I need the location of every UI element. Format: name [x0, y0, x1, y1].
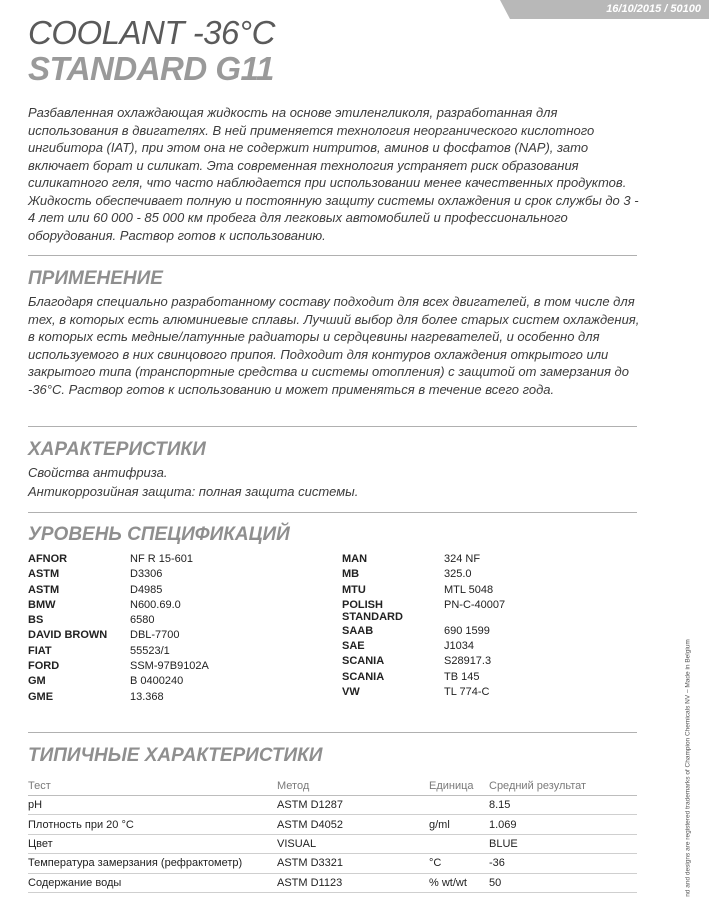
- spec-key: AFNOR: [28, 553, 68, 565]
- spec-key: FIAT: [28, 644, 52, 657]
- divider: [28, 426, 637, 427]
- table-cell: Цвет: [28, 834, 277, 853]
- table-cell: ASTM D3321: [277, 854, 429, 873]
- column-header: Тест: [28, 777, 277, 796]
- spec-row: [28, 599, 328, 614]
- table-row: [28, 796, 637, 815]
- spec-key: BMW: [28, 598, 56, 611]
- spec-key: SCANIA: [342, 670, 385, 683]
- spec-row: [28, 660, 328, 675]
- divider: [28, 255, 637, 256]
- table-cell: BLUE: [489, 834, 637, 853]
- spec-key-line1: POLISH: [342, 598, 383, 611]
- table-cell: g/ml: [429, 815, 489, 834]
- spec-list-left: [28, 553, 328, 706]
- spec-key: MB: [342, 568, 360, 581]
- spec-key: ASTM: [28, 583, 60, 596]
- spec-row: [342, 640, 642, 655]
- spec-key: MTU: [342, 583, 366, 596]
- spec-value: N600.69.0: [130, 598, 181, 611]
- table-cell: °C: [429, 854, 489, 873]
- spec-key: BS: [28, 614, 44, 627]
- spec-value: 324 NF: [444, 553, 481, 565]
- spec-value: S28917.3: [444, 655, 492, 668]
- table-cell: Содержание воды: [28, 873, 277, 892]
- divider: [28, 732, 637, 733]
- spec-key: DAVID BROWN: [28, 629, 108, 642]
- table-cell: [429, 796, 489, 815]
- table-cell: ASTM D1287: [277, 796, 429, 815]
- spec-value: D4985: [130, 583, 163, 596]
- divider: [28, 512, 637, 513]
- table-cell: 1.069: [489, 815, 637, 834]
- spec-row: [28, 645, 328, 660]
- side-trademark-note: [683, 635, 693, 900]
- spec-value: B 0400240: [130, 675, 184, 688]
- spec-value: MTL 5048: [444, 583, 494, 596]
- spec-value: 55523/1: [130, 644, 170, 657]
- characteristics-line1: Свойства антифриза.: [28, 465, 168, 480]
- spec-list-right: [342, 553, 642, 701]
- spec-value: SSM-97B9102A: [130, 660, 209, 673]
- spec-value: DBL-7700: [130, 629, 180, 642]
- table-cell: pH: [28, 796, 277, 815]
- spec-value: J1034: [444, 640, 474, 653]
- table-cell: % wt/wt: [429, 873, 489, 892]
- column-header: Метод: [277, 777, 429, 796]
- spec-row: [28, 553, 328, 568]
- product-title-line2: STANDARD G11: [28, 50, 274, 87]
- column-header: Средний результат: [489, 777, 637, 796]
- spec-key: MAN: [342, 553, 368, 565]
- spec-key: FORD: [28, 660, 60, 673]
- table-cell: [429, 834, 489, 853]
- table-row: [28, 815, 637, 834]
- spec-key: ASTM: [28, 568, 60, 581]
- spec-key-line2: STANDARD: [342, 610, 403, 623]
- spec-key: [342, 599, 437, 623]
- spec-value: 690 1599: [444, 624, 490, 637]
- table-cell: VISUAL: [277, 834, 429, 853]
- date-code: 16/10/2015 / 50100: [606, 3, 701, 15]
- spec-key: SCANIA: [342, 655, 385, 668]
- product-title-line1: COOLANT -36°C: [28, 14, 275, 51]
- characteristics-line2: Антикоррозийная защита: полная защита системы.: [28, 484, 359, 499]
- table-cell: ASTM D1123: [277, 873, 429, 892]
- column-header: Единица: [429, 777, 489, 796]
- spec-row: [342, 671, 642, 686]
- typical-characteristics-table: [28, 777, 637, 893]
- specifications-heading: УРОВЕНЬ СПЕЦИФИКАЦИЙ: [28, 524, 290, 545]
- application-heading: ПРИМЕНЕНИЕ: [28, 268, 163, 289]
- spec-row: [342, 599, 642, 625]
- spec-value: NF R 15-601: [130, 553, 193, 565]
- date-code-tag: [510, 0, 709, 19]
- spec-row: [342, 625, 642, 640]
- spec-value: TL 774-C: [444, 686, 490, 699]
- spec-row: [342, 686, 642, 701]
- intro-paragraph: Разбавленная охлаждающая жидкость на основе этиленгликоля, разработанная для использования в двигателях. В ней применяется технология неорганического кислотного ингибитора (IAT), при этом она не содержит нитритов, аминов и фосфатов (NAP), зато включает борат и силикат. Эта современная технология устраняет риск образования силикатного геля, что часто наблюдается при использовании менее качественных продуктов. Жидкость обеспечивает полную и постоянную защиту системы охлаждения и срок службы до 3 - 4 лет или 60 000 - 85 000 км пробега для легковых автомобилей и профессионального оборудования. Раствор готов к использованию.: [28, 105, 639, 243]
- table-cell: ASTM D4052: [277, 815, 429, 834]
- application-paragraph: Благодаря специально разработанному составу подходит для всех двигателей, в том числе для тех, в которых есть алюминиевые сплавы. Лучший выбор для более старых систем охлаждения, в которых есть медные/латунные радиаторы и сердцевины нагревателей, и особенно для используемого в них свинцового припоя. Подходит для контуров охлаждения открытого или закрытого типа (транспортные средства и системы отопления) с защитой от замерзания до -36°C. Раствор готов к использованию и может применяться в течение всего года.: [28, 294, 640, 397]
- spec-value: PN-C-40007: [444, 598, 506, 611]
- spec-key: SAAB: [342, 624, 374, 637]
- table-cell: 50: [489, 873, 637, 892]
- spec-key: VW: [342, 686, 360, 699]
- spec-row: [28, 614, 328, 629]
- table-row: [28, 873, 637, 892]
- table-row: [28, 854, 637, 873]
- spec-value: 13.368: [130, 690, 164, 703]
- table-header-row: [28, 777, 637, 796]
- table-cell: 8.15: [489, 796, 637, 815]
- spec-row: [28, 629, 328, 644]
- spec-key: GME: [28, 690, 54, 703]
- spec-row: [28, 675, 328, 690]
- spec-value: 6580: [130, 614, 155, 627]
- spec-row: [342, 553, 642, 568]
- trademark-text: nd and designs are registered trademarks of Champion Chemicals NV – Made in Belgium: [684, 638, 692, 897]
- spec-row: [342, 584, 642, 599]
- table-cell: -36: [489, 854, 637, 873]
- spec-value: TB 145: [444, 670, 480, 683]
- spec-value: D3306: [130, 568, 163, 581]
- spec-row: [28, 568, 328, 583]
- spec-row: [28, 584, 328, 599]
- table-cell: Температура замерзания (рефрактометр): [28, 854, 277, 873]
- spec-key: SAE: [342, 640, 365, 653]
- spec-row: [342, 655, 642, 670]
- spec-row: [342, 568, 642, 583]
- spec-row: [28, 691, 328, 706]
- table-row: [28, 834, 637, 853]
- table-cell: Плотность при 20 °C: [28, 815, 277, 834]
- spec-value: 325.0: [444, 568, 472, 581]
- typical-heading: ТИПИЧНЫЕ ХАРАКТЕРИСТИКИ: [28, 745, 323, 766]
- spec-key: GM: [28, 675, 46, 688]
- characteristics-heading: ХАРАКТЕРИСТИКИ: [28, 439, 206, 460]
